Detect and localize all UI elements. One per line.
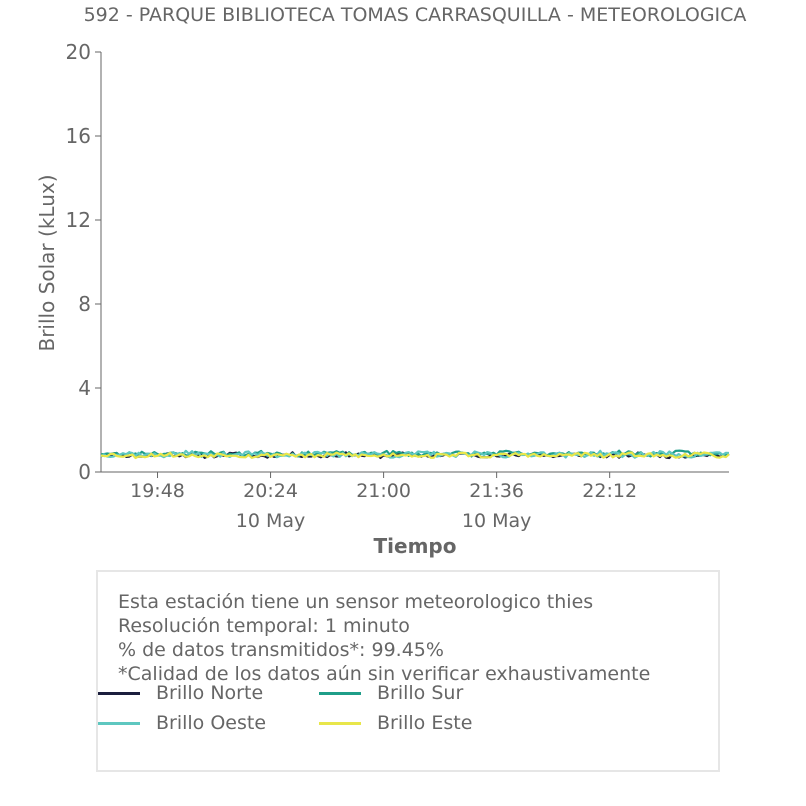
legend-label-norte: Brillo Norte (156, 682, 264, 704)
legend-swatch-sur (319, 692, 361, 695)
x-tick-label: 21:00 (356, 480, 411, 502)
y-tick-label: 8 (78, 292, 91, 316)
y-axis-label: Brillo Solar (kLux) (35, 174, 59, 352)
legend-label-este: Brillo Este (377, 712, 473, 734)
legend-swatch-norte (98, 692, 140, 695)
legend-label-sur: Brillo Sur (377, 682, 464, 704)
series-lines (101, 451, 729, 458)
info-line-resolution: Resolución temporal: 1 minuto (118, 615, 410, 637)
x-tick-label: 19:48 (130, 480, 185, 502)
x-tick-label: 22:12 (582, 480, 638, 502)
info-line-quality-note: *Calidad de los datos aún sin verificar exhaustivamente (118, 663, 651, 685)
legend-label-oeste: Brillo Oeste (156, 712, 267, 734)
x-axis-label: Tiempo (373, 534, 457, 558)
y-tick-label: 20 (65, 40, 91, 64)
x-tick-label: 21:36 (469, 480, 525, 502)
legend-swatch-oeste (98, 722, 140, 725)
y-tick-label: 16 (65, 124, 91, 148)
y-axis (66, 40, 101, 484)
y-tick-label: 12 (65, 208, 91, 232)
x-axis (101, 472, 729, 532)
chart-title: 592 - PARQUE BIBLIOTECA TOMAS CARRASQUILLA - METEOROLOGICA (83, 4, 747, 26)
x-tick-label: 20:24 (243, 480, 298, 502)
info-line-sensor: Esta estación tiene un sensor meteorologico thies (118, 591, 594, 613)
info-box (96, 570, 720, 772)
y-tick-label: 4 (78, 376, 91, 400)
info-line-transmitted: % de datos transmitidos*: 99.45% (118, 639, 444, 661)
legend-swatch-este (319, 722, 361, 725)
x-tick-date-label: 10 May (461, 510, 532, 532)
y-tick-label: 0 (78, 460, 91, 484)
x-tick-date-label: 10 May (235, 510, 306, 532)
